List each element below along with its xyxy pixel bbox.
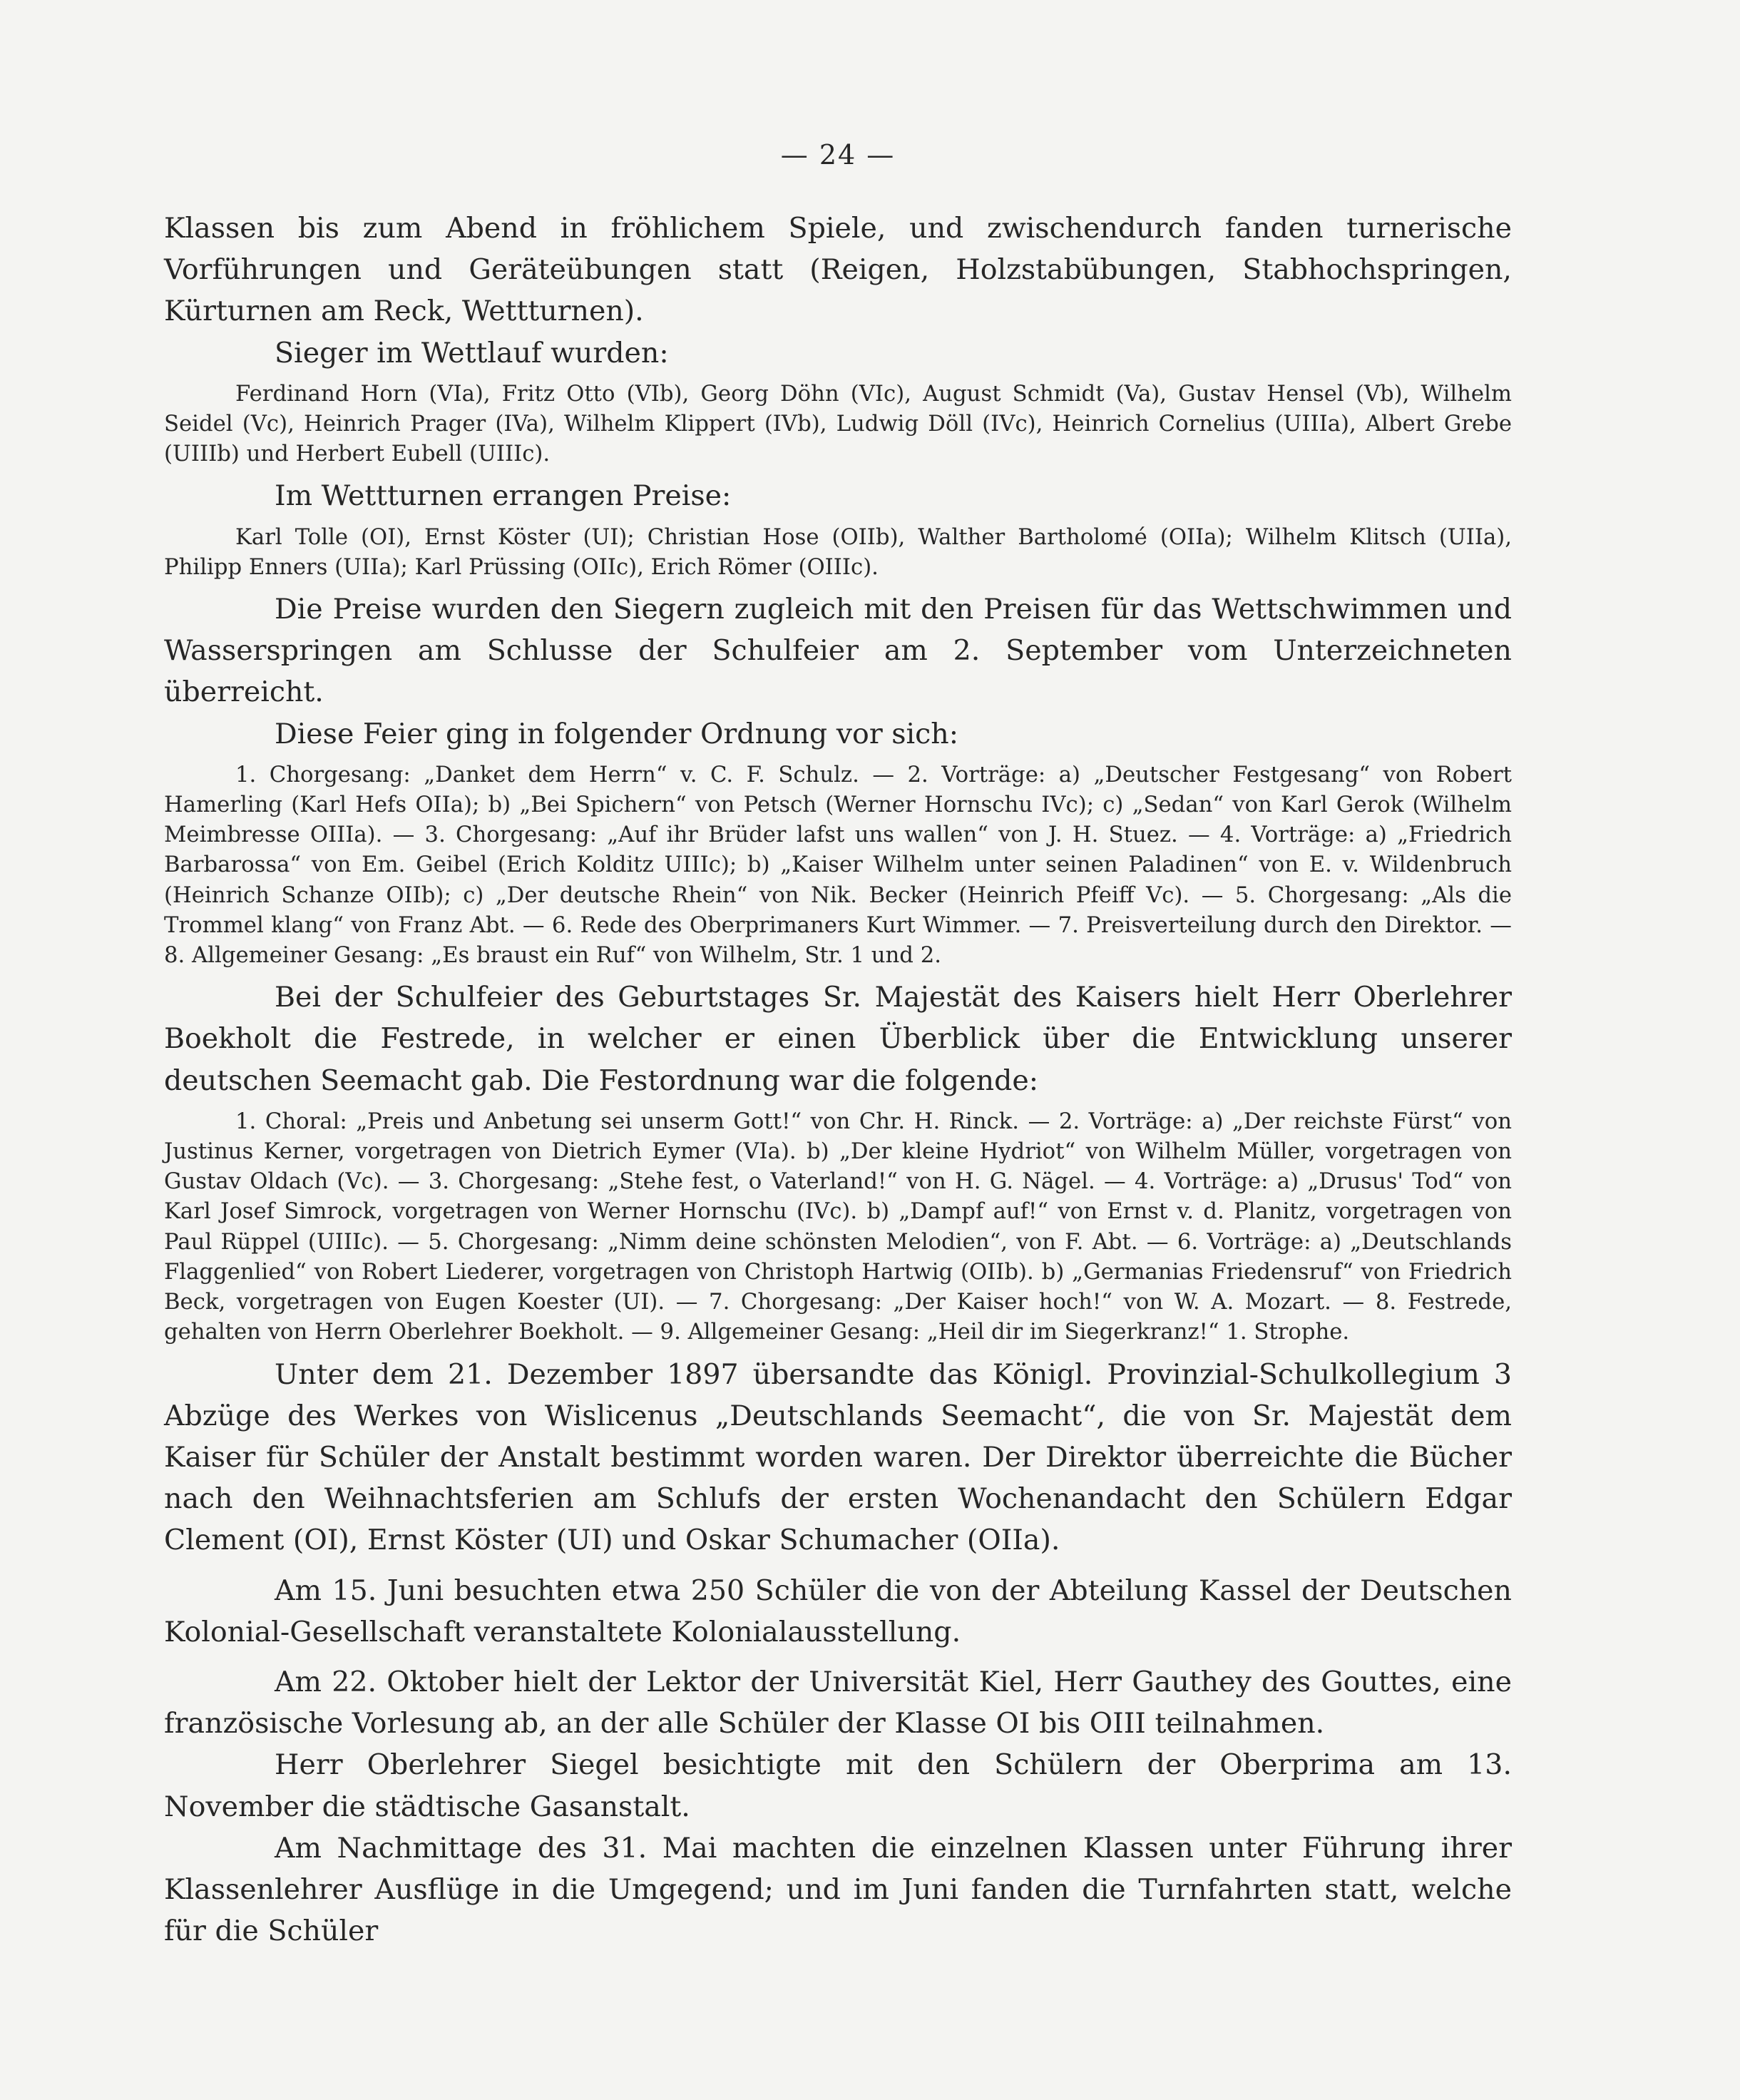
heading-race-winners: Sieger im Wettlauf wurden: — [275, 336, 669, 369]
paragraph-games-and-exercises: Klassen bis zum Abend in fröhlichem Spiele, und zwischendurch fanden turnerische Vorführungen und Geräteübungen statt (Reigen, Holzstabübungen, Stabhochspringen, Kürturnen am Reck, Wettturnen). — [164, 212, 1512, 328]
paragraph-prize-presentation: Die Preise wurden den Siegern zugleich mit den Preisen für das Wettschwimmen und Wasserspringen am Schlusse der Schulfeier am 2. September vom Unterzeichneten überreicht. — [164, 593, 1512, 709]
list-race-winners: Ferdinand Horn (VIa), Fritz Otto (VIb), Georg Döhn (VIc), August Schmidt (Va), Gustav Hensel (Vb), Wilhelm Seidel (Vc), Heinrich Prager (IVa), Wilhelm Klippert (IVb), Ludwig Döll (IVc), Heinrich Cornelius (UIIIa), Albert Grebe (UIIIb) und Herbert Eubell (UIIIc). — [164, 381, 1512, 467]
heading-celebration-order: Diese Feier ging in folgender Ordnung vor sich: — [275, 717, 959, 750]
paragraph-gasworks-visit: Herr Oberlehrer Siegel besichtigte mit den Schülern der Oberprima am 13. November die städtische Gasanstalt. — [164, 1748, 1512, 1823]
program-emperor-birthday: 1. Choral: „Preis und Anbetung sei unserm Gott!“ von Chr. H. Rinck. — 2. Vorträge: a) „Der reichste Fürst“ von Justinus Kerner, vorgetragen von Dietrich Eymer (VIa). b) „Der kleine Hydriot“ von Wilhelm Müller, vorgetragen von Gustav Oldach (Vc). — 3. Chorgesang: „Stehe fest, o Vaterland!“ von H. G. Nägel. — 4. Vorträge: a) „Drusus' Tod“ von Karl Josef Simrock, vorgetragen von Werner Hornschu (IVc). b) „Dampf auf!“ von Ernst v. d. Planitz, vorgetragen von Paul Rüppel (UIIIc). — 5. Chorgesang: „Nimm deine schönsten Melodien“, von F. Abt. — 6. Vorträge: a) „Deutschlands Flaggenlied“ von Robert Liederer, vorgetragen von Christoph Hartwig (OIIb). b) „Germanias Friedensruf“ von Friedrich Beck, vorgetragen von Eugen Koester (UI). — 7. Chorgesang: „Der Kaiser hoch!“ von W. A. Mozart. — 8. Festrede, gehalten von Herrn Oberlehrer Boekholt. — 9. Allgemeiner Gesang: „Heil dir im Siegerkranz!“ 1. Strophe. — [164, 1108, 1512, 1345]
paragraph-class-excursions: Am Nachmittage des 31. Mai machten die einzelnen Klassen unter Führung ihrer Klassenlehrer Ausflüge in die Umgegend; und im Juni fanden die Turnfahrten statt, welche für die Schüler — [164, 1831, 1512, 1948]
program-school-celebration: 1. Chorgesang: „Danket dem Herrn“ v. C. F. Schulz. — 2. Vorträge: a) „Deutscher Festgesang“ von Robert Hamerling (Karl Hefs OIIa); b) „Bei Spichern“ von Petsch (Werner Hornschu IVc); c) „Sedan“ von Karl Gerok (Wilhelm Meimbresse OIIIa). — 3. Chorgesang: „Auf ihr Brüder lafst uns wallen“ von J. H. Stuez. — 4. Vorträge: a) „Friedrich Barbarossa“ von Em. Geibel (Erich Kolditz UIIIc); b) „Kaiser Wilhelm unter seinen Paladinen“ von E. v. Wildenbruch (Heinrich Schanze OIIb); c) „Der deutsche Rhein“ von Nik. Becker (Heinrich Pfeiff Vc). — 5. Chorgesang: „Als die Trommel klang“ von Franz Abt. — 6. Rede des Oberprimaners Kurt Wimmer. — 7. Preisverteilung durch den Direktor. — 8. Allgemeiner Gesang: „Es braust ein Ruf“ von Wilhelm, Str. 1 und 2. — [164, 762, 1512, 969]
list-gymnastics-prizes: Karl Tolle (OI), Ernst Köster (UI); Christian Hose (OIIb), Walther Bartholomé (OIIa); Wilhelm Klitsch (UIIa), Philipp Enners (UIIa); Karl Prüssing (OIIc), Erich Römer (OIIIc). — [164, 524, 1512, 580]
paragraph-book-donation: Unter dem 21. Dezember 1897 übersandte das Königl. Provinzial-Schulkollegium 3 Abzüge des Werkes von Wislicenus „Deutschlands Seemacht“, die von Sr. Majestät dem Kaiser für Schüler der Anstalt bestimmt worden waren. Der Direktor überreichte die Bücher nach den Weihnachtsferien am Schlufs der ersten Wochenandacht den Schülern Edgar Clement (OI), Ernst Köster (UI) und Oskar Schumacher (OIIa). — [164, 1357, 1512, 1557]
page-number: — 24 — — [780, 139, 896, 170]
paragraph-french-lecture: Am 22. Oktober hielt der Lektor der Universität Kiel, Herr Gauthey des Gouttes, eine französische Vorlesung ab, an der alle Schüler der Klasse OI bis OIII teilnahmen. — [164, 1665, 1512, 1740]
heading-gymnastics-prizes: Im Wettturnen errangen Preise: — [275, 479, 732, 513]
paragraph-colonial-exhibition: Am 15. Juni besuchten etwa 250 Schüler die von der Abteilung Kassel der Deutschen Kolonial-Gesellschaft veranstaltete Kolonialausstellung. — [164, 1574, 1512, 1648]
paragraph-emperor-birthday: Bei der Schulfeier des Geburtstages Sr. Majestät des Kaisers hielt Herr Oberlehrer Boekholt die Festrede, in welcher er einen Überblick über die Entwicklung unserer deutschen Seemacht gab. Die Festordnung war die folgende: — [164, 981, 1512, 1097]
